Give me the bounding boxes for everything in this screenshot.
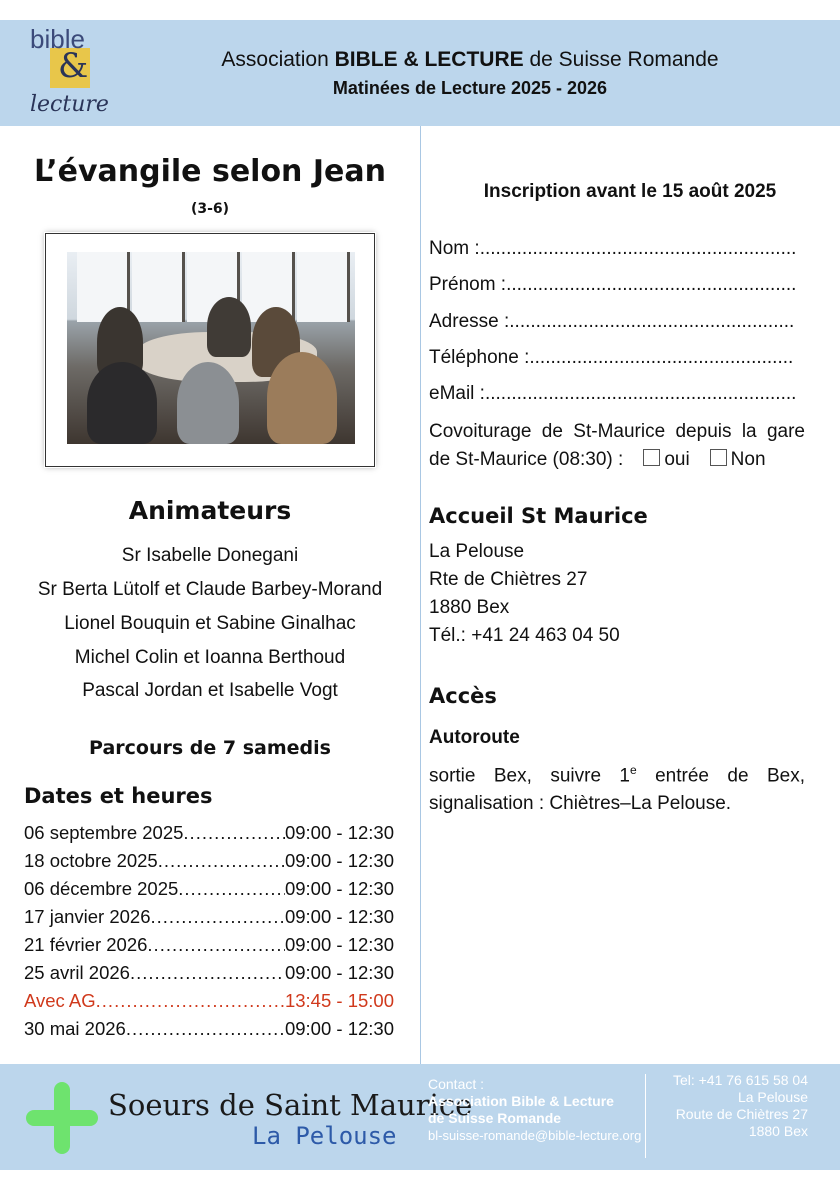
header-association	[120, 48, 820, 72]
contact-org: Association Bible & Lecture	[428, 1093, 614, 1109]
address-line: 1880 Bex	[429, 597, 510, 618]
date-row: 21 février 2026 ..... 09:00 - 12:30	[24, 930, 394, 956]
covoiturage-question	[429, 418, 805, 474]
acces-directions: sortie Bex, suivre 1e entrée de Bex, signalisation : Chiètres–La Pelouse.	[429, 763, 805, 815]
address-line: Rte de Chiètres 27	[429, 569, 588, 590]
date-row-ag: Avec AG ..... 13:45 - 15:00	[24, 986, 394, 1012]
footer-phone: Tel: +41 76 615 58 04	[672, 1072, 808, 1088]
form-label: Adresse :	[429, 311, 510, 332]
contact-email-link[interactable]: bl-suisse-romande@bible-lecture.org	[428, 1128, 642, 1143]
footer-address-line: 1880 Bex	[748, 1123, 808, 1139]
footer-info	[638, 1072, 808, 1140]
inscription-deadline: Inscription avant le 15 août 2025	[483, 181, 777, 202]
animateur-line: Lionel Bouquin et Sabine Ginalhac	[64, 613, 356, 634]
checkbox-non[interactable]	[710, 449, 727, 466]
group-reading-photo	[67, 252, 355, 444]
org-name: Soeurs de Saint Maurice	[108, 1088, 473, 1122]
footer-address-line: La Pelouse	[737, 1089, 808, 1105]
header-prefix: Association	[221, 48, 335, 71]
footer-address-line: Route de Chiètres 27	[675, 1106, 808, 1122]
page-subtitle: (3-6)	[190, 201, 230, 217]
animateur-line: Pascal Jordan et Isabelle Vogt	[82, 680, 338, 701]
date-row: 18 octobre 2025 ..... 09:00 - 12:30	[24, 846, 394, 872]
form-field-telephone[interactable]	[429, 343, 795, 369]
acces-title: Accès	[429, 684, 497, 708]
autoroute-label: Autoroute	[429, 727, 520, 748]
date-row: 06 septembre 2025 ..... 09:00 - 12:30	[24, 818, 394, 844]
date-row: 17 janvier 2026 ..... 09:00 - 12:30	[24, 902, 394, 928]
logo-ampersand: &	[58, 46, 89, 86]
parcours-heading: Parcours de 7 samedis	[89, 737, 331, 759]
column-divider	[420, 126, 421, 1064]
form-label: Téléphone :	[429, 347, 530, 368]
option-oui-label: oui	[664, 449, 690, 470]
date-row: 30 mai 2026 ..... 09:00 - 12:30	[24, 1014, 394, 1040]
header-suffix: de Suisse Romande	[523, 48, 719, 71]
form-field-nom[interactable]	[429, 234, 795, 260]
option-non-label: Non	[730, 449, 766, 470]
green-cross-icon	[26, 1082, 98, 1154]
form-label: Prénom :	[429, 274, 507, 295]
dates-title: Dates et heures	[24, 784, 213, 808]
page-title: L’évangile selon Jean	[34, 154, 386, 189]
contact-org: de Suisse Romande	[428, 1110, 562, 1126]
footer-band	[0, 1064, 840, 1170]
address-line: La Pelouse	[429, 541, 525, 562]
date-row: 06 décembre 2025 ..... 09:00 - 12:30	[24, 874, 394, 900]
animateur-line: Sr Isabelle Donegani	[121, 545, 299, 566]
animateur-line: Sr Berta Lütolf et Claude Barbey-Morand	[37, 579, 383, 600]
form-field-email[interactable]	[429, 379, 795, 405]
header-band	[0, 20, 840, 126]
animateurs-title: Animateurs	[128, 496, 292, 525]
contact-label: Contact :	[428, 1076, 485, 1092]
covoiturage-text: Covoiturage de St-Maurice depuis la gare de St-Maurice (08:30) :	[429, 421, 805, 470]
photo-frame	[45, 233, 375, 467]
bible-lecture-logo	[28, 24, 108, 124]
accueil-title: Accueil St Maurice	[429, 504, 648, 528]
logo-word-bible: bible	[30, 24, 85, 54]
phone-line: Tél.: +41 24 463 04 50	[429, 625, 620, 646]
date-row: 25 avril 2026 ..... 09:00 - 12:30	[24, 958, 394, 984]
animateur-line: Michel Colin et Ioanna Berthoud	[74, 647, 346, 668]
header-bold-name: BIBLE & LECTURE	[334, 48, 524, 71]
form-field-prenom[interactable]	[429, 270, 795, 296]
logo-word-lecture: lecture	[30, 92, 109, 117]
contact-block	[428, 1076, 641, 1144]
form-field-adresse[interactable]	[429, 307, 795, 333]
header-season: Matinées de Lecture 2025 - 2026	[332, 78, 608, 98]
form-label: Nom :	[429, 238, 480, 259]
form-label: eMail :	[429, 383, 485, 404]
checkbox-oui[interactable]	[643, 449, 660, 466]
org-subname: La Pelouse	[252, 1122, 397, 1150]
